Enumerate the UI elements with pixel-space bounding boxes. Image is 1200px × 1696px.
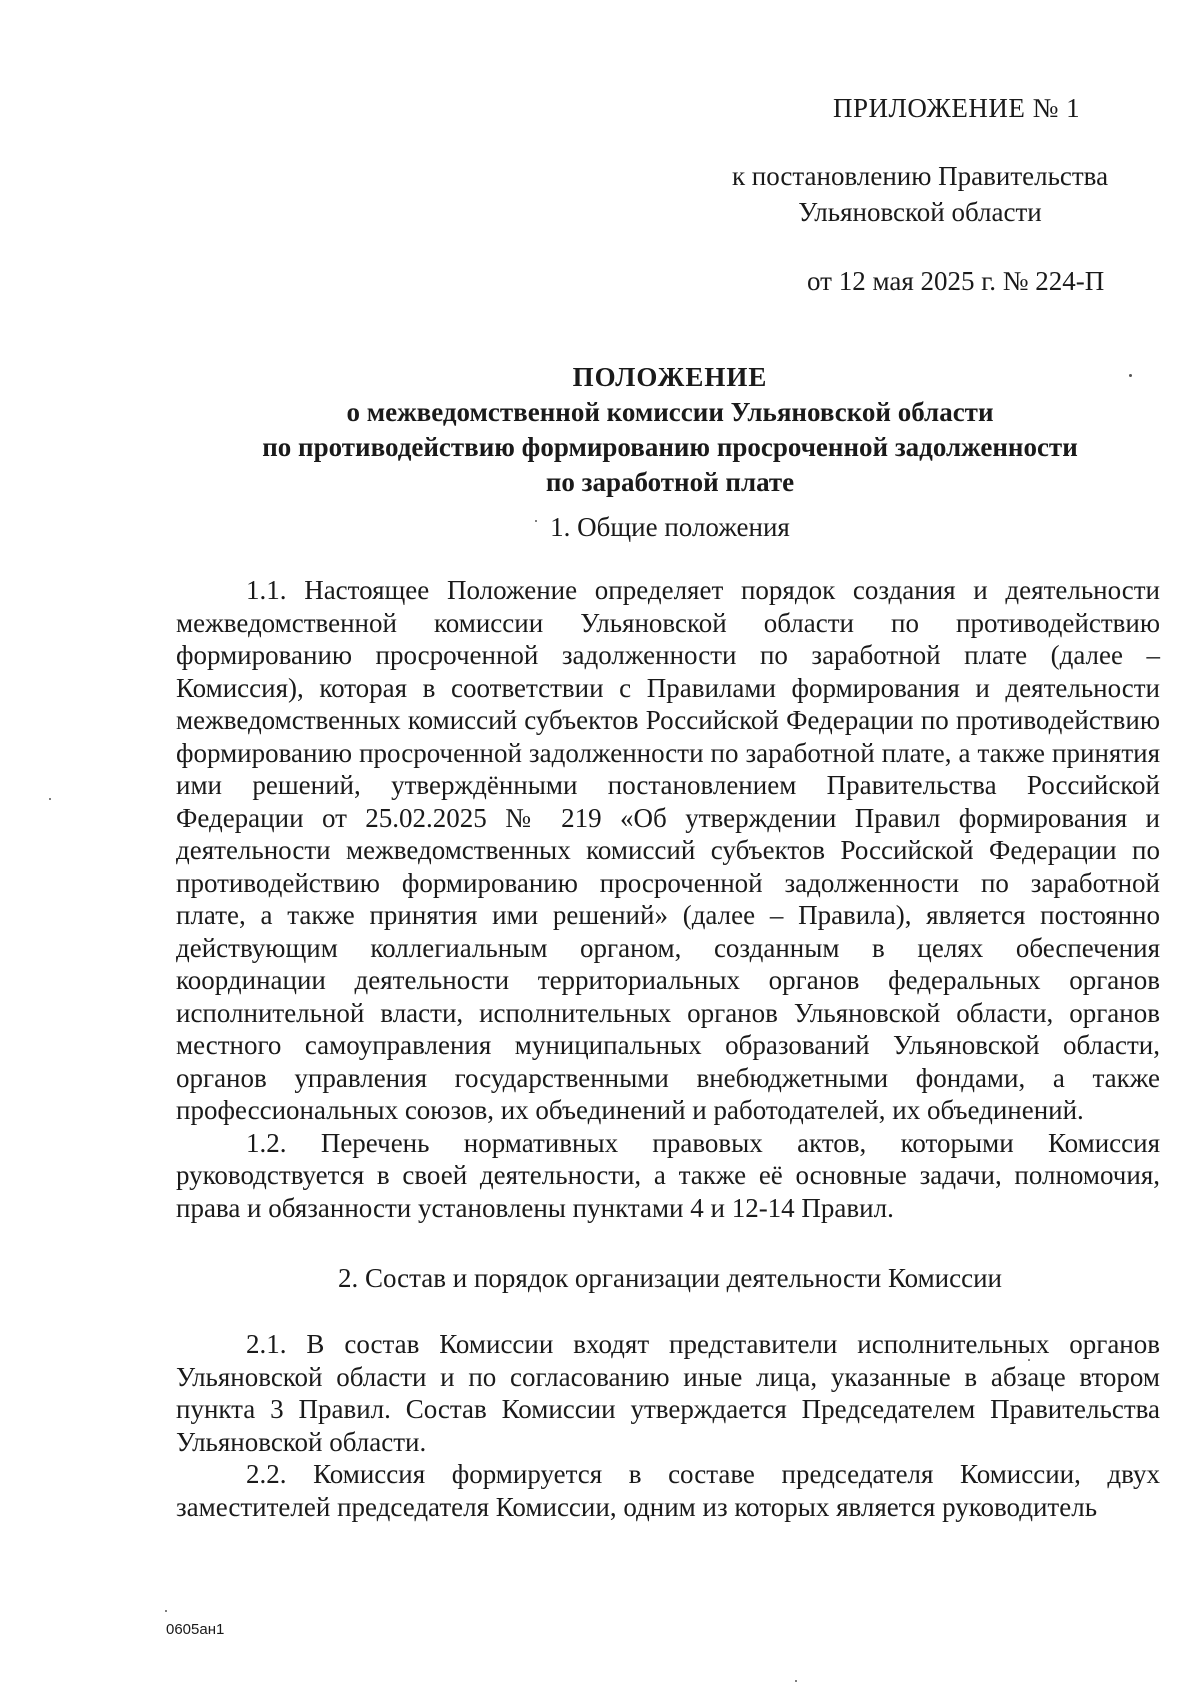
document-title-line-3: по заработной плате <box>545 467 795 497</box>
paragraph-2-1: 2.1. В состав Комиссии входят представители исполнительных органов Ульяновской области и по согласованию иные лица, указанные в абзаце втором пункта 3 Правил. Состав Комиссии утверждается Председателем Правительства Ульяновской области. <box>176 1329 1160 1457</box>
document-title-line-2: по противодействию формированию просроченной задолженности <box>262 432 1078 462</box>
scan-speck <box>1028 1359 1030 1361</box>
decree-reference-line-2: Ульяновской области <box>798 197 1042 227</box>
scan-speck <box>49 798 51 800</box>
decree-reference-line-1: к постановлению Правительства <box>731 161 1109 191</box>
appendix-title: ПРИЛОЖЕНИЕ № 1 <box>833 93 1081 123</box>
section-heading-1: 1. Общие положения <box>550 512 790 542</box>
scan-speck <box>1129 374 1132 377</box>
scan-speck <box>535 520 537 522</box>
scan-speck <box>795 1680 797 1682</box>
decree-reference <box>680 158 1160 230</box>
section-heading-2: 2. Состав и порядок организации деятельности Комиссии <box>337 1263 1003 1293</box>
paragraph-2-2: 2.2. Комиссия формируется в составе председателя Комиссии, двух заместителей председателя Комиссии, одним из которых является руководитель <box>176 1459 1160 1522</box>
paragraph-1-2: 1.2. Перечень нормативных правовых актов, которыми Комиссия руководствуется в своей деятельности, а также её основные задачи, полномочия, права и обязанности установлены пунктами 4 и 12-14 Правил. <box>176 1127 1160 1223</box>
scan-speck <box>165 1610 167 1612</box>
section-1-body <box>176 574 1160 1224</box>
paragraph-1-1: 1.1. Настоящее Положение определяет порядок создания и деятельности межведомственной комиссии Ульяновской области по противодействию формированию просроченной задолженности по заработной плате (далее – Комиссия), которая в соответствии с Правилами формирования и деятельности межведомственных комиссий субъектов Российской Федерации по противодействию формированию просроченной задолженности по заработной плате, а также принятия ими решений, утверждёнными постановлением Правительства Российской Федерации от 25.02.2025 № 219 «Об утверждении Правил формирования и деятельности межведомственных комиссий субъектов Российской Федерации по противодействию формированию просроченной задолженности по заработной плате, а также принятия ими решений» (далее – Правила), является постоянно действующим коллегиальным органом, созданным в целях обеспечения координации деятельности территориальных органов федеральных органов исполнительной власти, исполнительных органов Ульяновской области, органов местного самоуправления муниципальных образований Ульяновской области, органов управления государственными внебюджетными фондами, а также профессиональных союзов, их объединений и работодателей, их объединений. <box>176 575 1160 1125</box>
document-title-line-1: о межведомственной комиссии Ульяновской области <box>346 397 994 427</box>
footer-code: 0605ан1 <box>166 1621 225 1638</box>
decree-date-number: от 12 мая 2025 г. № 224-П <box>807 266 1105 296</box>
document-title-main: ПОЛОЖЕНИЕ <box>572 362 768 392</box>
document-title <box>180 360 1160 500</box>
section-2-body <box>176 1328 1160 1523</box>
